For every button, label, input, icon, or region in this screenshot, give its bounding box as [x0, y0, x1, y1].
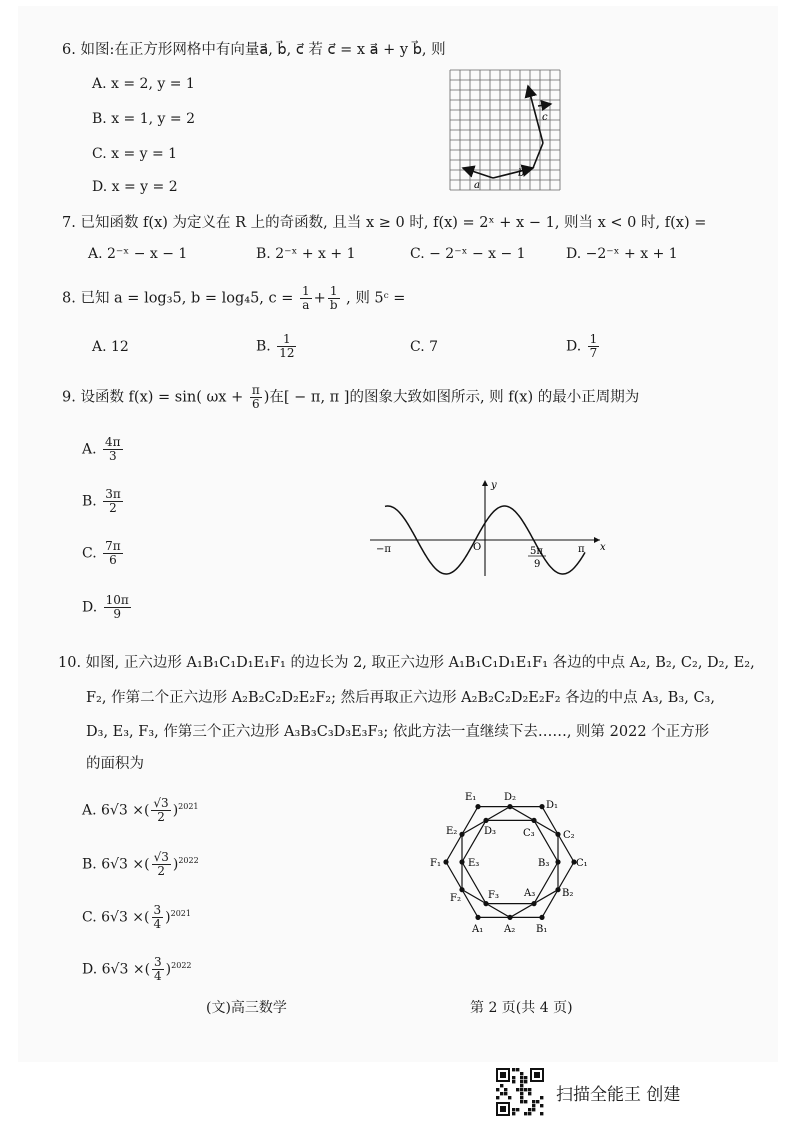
q9-sine-graph: [360, 476, 610, 580]
label-B2: B₂: [562, 888, 574, 899]
q7-option-c: C. − 2⁻ˣ − x − 1: [410, 246, 526, 262]
q7-option-b: B. 2⁻ˣ + x + 1: [256, 246, 356, 262]
label-c: c: [542, 112, 548, 123]
q10-stem-line3: D₃, E₃, F₃, 作第三个正六边形 A₃B₃C₃D₃E₃F₃; 依此方法一直继续下去……, 则第 2022 个正方形: [86, 724, 710, 740]
label-C1: C₁: [576, 858, 588, 869]
q9-option-b: B. $\frac{3\pi}{2}$: [82, 487, 121, 515]
label-B1: B₁: [536, 924, 548, 935]
q9-option-c: C. $\frac{7\pi}{6}$: [82, 539, 121, 567]
tick-pi: π: [578, 544, 585, 555]
q9-option-a: A. $\frac{4\pi}{3}$: [82, 435, 121, 463]
q10-stem-line1: 10. 如图, 正六边形 A₁B₁C₁D₁E₁F₁ 的边长为 2, 取正六边形 A₁B₁C₁D₁E₁F₁ 各边的中点 A₂, B₂, C₂, D₂, E₂,: [58, 655, 755, 671]
label-D1: D₁: [546, 800, 559, 811]
label-C3: C₃: [523, 828, 535, 839]
label-A1: A₁: [472, 924, 484, 935]
q6-option-d: D. x = y = 2: [92, 179, 178, 195]
label-E2: E₂: [446, 826, 458, 837]
q10-option-b: B. 6√3 ×( $\frac{√3}{2}$ )$^{2022}$: [82, 850, 199, 878]
tick-5pi-9-num: 5π: [530, 546, 543, 557]
label-F1: F₁: [430, 858, 441, 869]
label-E3: E₃: [468, 858, 480, 869]
q6-stem: 6. 如图:在正方形网格中有向量a⃗, b⃗, c⃗ 若 c⃗ = x a⃗ + y b⃗, 则: [62, 42, 446, 58]
q6-option-b: B. x = 1, y = 2: [92, 111, 195, 127]
label-C2: C₂: [563, 830, 575, 841]
q6-option-a: A. x = 2, y = 1: [92, 76, 195, 92]
q10-hexagon-figure: [420, 786, 600, 936]
origin-label: O: [473, 542, 482, 553]
vector-b-arrow: [493, 168, 533, 178]
label-B3: B₃: [538, 858, 550, 869]
vector-a-arrow: [463, 168, 493, 178]
q6-option-c: C. x = y = 1: [92, 146, 178, 162]
label-D2: D₂: [504, 792, 517, 803]
q8-option-a: A. 12: [92, 339, 129, 355]
q6-vector-grid-figure: [448, 68, 563, 193]
q10-option-c: C. 6√3 ×( $\frac{3}{4}$ )$^{2021}$: [82, 903, 191, 931]
footer-page-number: 第 2 页(共 4 页): [470, 1000, 573, 1016]
q8-option-c: C. 7: [410, 339, 439, 355]
label-a: a: [474, 180, 480, 191]
label-A3: A₃: [524, 888, 536, 899]
q8-stem: 8. 已知 a = log₃5, b = log₄5, c = $\frac{1}{a}$ + $\frac{1}{b}$ , 则 5ᶜ =: [62, 284, 406, 312]
label-F3: F₃: [488, 890, 499, 901]
label-F2: F₂: [450, 893, 461, 904]
y-axis-label: y: [491, 480, 497, 491]
label-A2: A₂: [504, 924, 516, 935]
q10-stem-line4: 的面积为: [86, 756, 144, 772]
camscanner-watermark: 扫描全能王 创建: [556, 1085, 681, 1105]
label-E1: E₁: [465, 792, 477, 803]
qr-code-icon: [496, 1068, 544, 1116]
q7-stem: 7. 已知函数 f(x) 为定义在 R 上的奇函数, 且当 x ≥ 0 时, f(x) = 2ˣ + x − 1, 则当 x < 0 时, f(x) =: [62, 215, 707, 231]
tick-neg-pi: −π: [376, 544, 391, 555]
footer-subject: (文)高三数学: [206, 1000, 287, 1016]
q10-option-a: A. 6√3 ×( $\frac{√3}{2}$ )$^{2021}$: [82, 796, 199, 824]
q10-stem-line2: F₂, 作第二个正六边形 A₂B₂C₂D₂E₂F₂; 然后再取正六边形 A₂B₂C₂D₂E₂F₂ 各边的中点 A₃, B₃, C₃,: [86, 690, 715, 706]
label-D3: D₃: [484, 826, 497, 837]
label-b: b: [518, 168, 525, 179]
q10-option-d: D. 6√3 ×( $\frac{3}{4}$ )$^{2022}$: [82, 955, 192, 983]
tick-5pi-9-den: 9: [534, 559, 541, 570]
q7-option-a: A. 2⁻ˣ − x − 1: [88, 246, 188, 262]
q7-option-d: D. −2⁻ˣ + x + 1: [566, 246, 678, 262]
x-axis-label: x: [600, 542, 606, 553]
q9-option-d: D. $\frac{10\pi}{9}$: [82, 593, 129, 621]
q8-option-b: B. $\frac{1}{12}$: [256, 332, 295, 360]
q9-stem: 9. 设函数 f(x) = sin( ωx + $\frac{\pi}{6}$ )在[ − π, π ]的图象大致如图所示, 则 f(x) 的最小正周期为: [62, 383, 640, 411]
q8-option-d: D. $\frac{1}{7}$: [566, 332, 598, 360]
